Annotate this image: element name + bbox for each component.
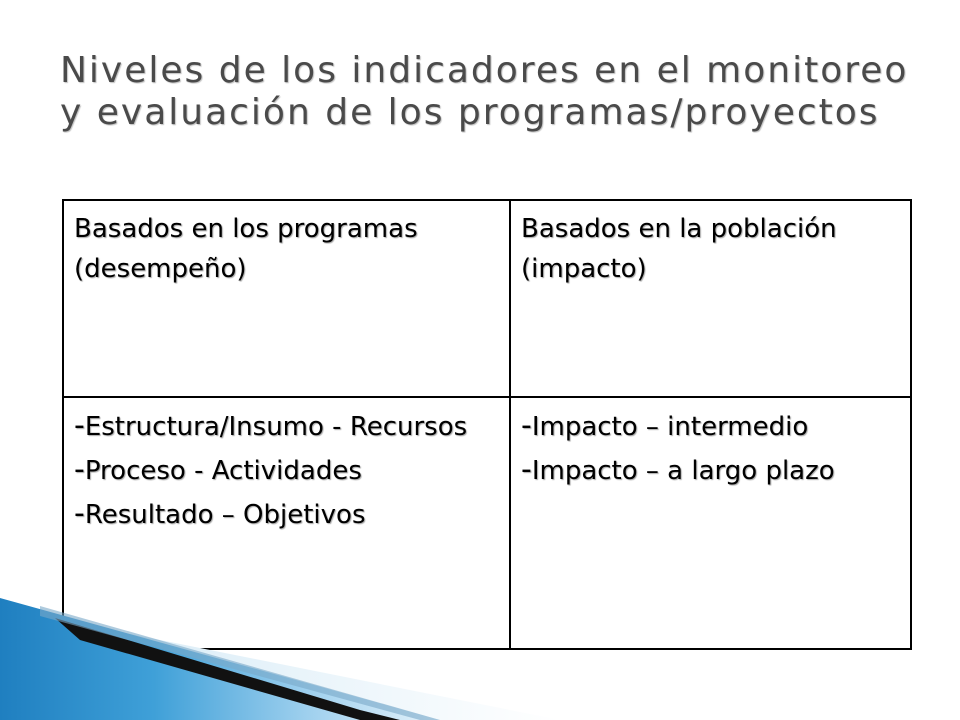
list-item [521,410,900,443]
population-indicators-cell [510,397,911,649]
list-item-text: Proceso - Actividades [84,456,362,486]
list-item-text: Impacto – a largo plazo [531,456,835,486]
list-item-text: Resultado – Objetivos [84,500,366,530]
dash-marker: - [74,496,85,531]
dash-marker: - [74,408,85,443]
dash-marker: - [521,452,532,487]
list-item [74,410,499,443]
list-item-text: Estructura/Insumo - Recursos [84,412,468,442]
table-header-row [63,200,911,397]
indicator-table [62,199,912,650]
slide-title: Niveles de los indicadores en el monitoreo y evaluación de los programas/proyectos [60,50,909,133]
header-programs-title: Basados en los programas [74,214,418,244]
header-population-subtitle: (impacto) [521,254,647,284]
dash-marker: - [74,452,85,487]
program-indicators-cell [63,397,510,649]
list-item [74,498,499,531]
list-item [521,454,900,487]
dash-marker: - [521,408,532,443]
list-item-text: Impacto – intermedio [531,412,809,442]
table-body-row [63,397,911,649]
header-programs-subtitle: (desempeño) [74,254,247,284]
header-cell-population [510,200,911,397]
list-item [74,454,499,487]
header-cell-programs [63,200,510,397]
header-population-title: Basados en la población [521,214,837,244]
